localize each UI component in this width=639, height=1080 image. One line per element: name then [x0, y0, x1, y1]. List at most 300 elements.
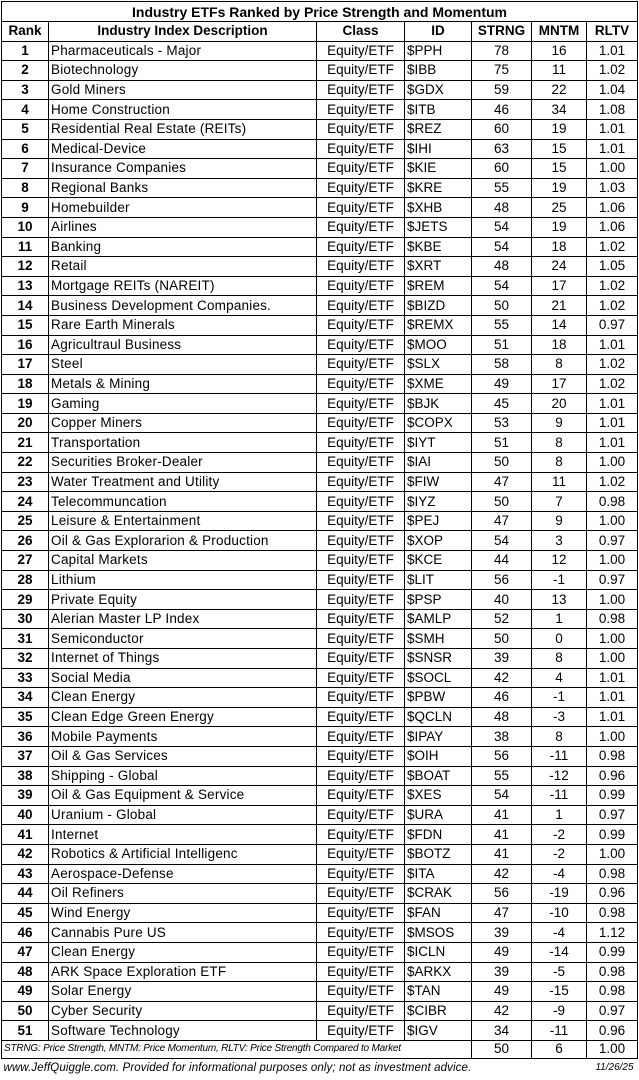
strng-cell: 58 [472, 355, 532, 375]
rank-cell: 20 [2, 413, 49, 433]
description-cell: Uranium - Global [49, 805, 317, 825]
rltv-cell: 1.01 [587, 394, 638, 414]
mntm-cell: 17 [532, 374, 587, 394]
description-cell: Solar Energy [49, 982, 317, 1002]
rank-cell: 29 [2, 590, 49, 610]
mntm-cell: -9 [532, 1001, 587, 1021]
credit-row [2, 1058, 638, 1077]
strng-cell: 50 [472, 453, 532, 473]
description-cell: Rare Earth Minerals [49, 315, 317, 335]
footer-row [2, 1040, 638, 1058]
rank-cell: 30 [2, 609, 49, 629]
mntm-cell: 14 [532, 315, 587, 335]
rank-cell: 2 [2, 61, 49, 81]
class-cell: Equity/ETF [317, 355, 405, 375]
description-cell: Transportation [49, 433, 317, 453]
table-row [2, 315, 638, 335]
mntm-cell: 1 [532, 609, 587, 629]
strng-cell: 48 [472, 257, 532, 277]
rank-cell: 22 [2, 453, 49, 473]
table-row [2, 413, 638, 433]
strng-cell: 42 [472, 1001, 532, 1021]
strng-cell: 56 [472, 746, 532, 766]
rltv-cell: 1.00 [587, 551, 638, 571]
description-cell: Telecommuncation [49, 492, 317, 512]
rltv-cell: 1.00 [587, 159, 638, 179]
class-cell: Equity/ETF [317, 707, 405, 727]
class-cell: Equity/ETF [317, 962, 405, 982]
strng-cell: 34 [472, 1021, 532, 1041]
class-cell: Equity/ETF [317, 335, 405, 355]
class-cell: Equity/ETF [317, 61, 405, 81]
rank-cell: 19 [2, 394, 49, 414]
rank-cell: 5 [2, 119, 49, 139]
description-cell: Business Development Companies. [49, 296, 317, 316]
rltv-cell: 0.97 [587, 805, 638, 825]
rank-cell: 37 [2, 746, 49, 766]
strng-cell: 55 [472, 766, 532, 786]
description-cell: Mortgage REITs (NAREIT) [49, 276, 317, 296]
description-cell: Retail [49, 257, 317, 277]
mntm-cell: 22 [532, 80, 587, 100]
id-cell: $PPH [405, 41, 472, 61]
class-cell: Equity/ETF [317, 257, 405, 277]
mntm-cell: 1 [532, 805, 587, 825]
rltv-cell: 0.98 [587, 982, 638, 1002]
table-row [2, 433, 638, 453]
class-cell: Equity/ETF [317, 217, 405, 237]
strng-cell: 53 [472, 413, 532, 433]
id-cell: $OIH [405, 746, 472, 766]
id-cell: $IYT [405, 433, 472, 453]
mntm-cell: -1 [532, 688, 587, 708]
rank-cell: 33 [2, 668, 49, 688]
rank-cell: 10 [2, 217, 49, 237]
description-cell: Semiconductor [49, 629, 317, 649]
table-row [2, 786, 638, 806]
rltv-cell: 1.01 [587, 413, 638, 433]
table-row [2, 727, 638, 747]
rltv-cell: 0.97 [587, 1001, 638, 1021]
rltv-cell: 0.97 [587, 315, 638, 335]
table-row [2, 942, 638, 962]
strng-cell: 42 [472, 668, 532, 688]
table-row [2, 864, 638, 884]
rltv-cell: 1.00 [587, 511, 638, 531]
id-cell: $IAI [405, 453, 472, 473]
rltv-cell: 1.04 [587, 80, 638, 100]
mntm-cell: 19 [532, 119, 587, 139]
class-cell: Equity/ETF [317, 80, 405, 100]
strng-cell: 59 [472, 80, 532, 100]
class-cell: Equity/ETF [317, 609, 405, 629]
rank-cell: 7 [2, 159, 49, 179]
rank-cell: 15 [2, 315, 49, 335]
class-cell: Equity/ETF [317, 884, 405, 904]
table-row [2, 688, 638, 708]
table-row [2, 355, 638, 375]
rltv-cell: 1.02 [587, 237, 638, 257]
id-cell: $IGV [405, 1021, 472, 1041]
strng-cell: 55 [472, 315, 532, 335]
class-cell: Equity/ETF [317, 276, 405, 296]
table-row [2, 1001, 638, 1021]
rank-cell: 17 [2, 355, 49, 375]
id-cell: $BIZD [405, 296, 472, 316]
header-mntm: MNTM [532, 22, 587, 42]
description-cell: Gold Miners [49, 80, 317, 100]
class-cell: Equity/ETF [317, 649, 405, 669]
description-cell: Banking [49, 237, 317, 257]
id-cell: $PSP [405, 590, 472, 610]
table-row [2, 805, 638, 825]
rltv-cell: 0.98 [587, 962, 638, 982]
strng-cell: 75 [472, 61, 532, 81]
table-row [2, 903, 638, 923]
mntm-cell: 8 [532, 649, 587, 669]
strng-cell: 47 [472, 511, 532, 531]
description-cell: ARK Space Exploration ETF [49, 962, 317, 982]
mntm-cell: 9 [532, 413, 587, 433]
class-cell: Equity/ETF [317, 629, 405, 649]
header-class: Class [317, 22, 405, 42]
rank-cell: 23 [2, 472, 49, 492]
description-cell: Clean Energy [49, 942, 317, 962]
rank-cell: 9 [2, 198, 49, 218]
id-cell: $CIBR [405, 1001, 472, 1021]
rltv-cell: 1.00 [587, 629, 638, 649]
description-cell: Internet of Things [49, 649, 317, 669]
strng-cell: 54 [472, 531, 532, 551]
strng-cell: 47 [472, 472, 532, 492]
description-cell: Oil & Gas Explorarion & Production [49, 531, 317, 551]
description-cell: Clean Edge Green Energy [49, 707, 317, 727]
table-row [2, 668, 638, 688]
class-cell: Equity/ETF [317, 590, 405, 610]
class-cell: Equity/ETF [317, 668, 405, 688]
rltv-cell: 1.02 [587, 355, 638, 375]
rltv-cell: 0.99 [587, 942, 638, 962]
rank-cell: 36 [2, 727, 49, 747]
rank-cell: 40 [2, 805, 49, 825]
description-cell: Securities Broker-Dealer [49, 453, 317, 473]
id-cell: $IYZ [405, 492, 472, 512]
class-cell: Equity/ETF [317, 844, 405, 864]
class-cell: Equity/ETF [317, 942, 405, 962]
id-cell: $FDN [405, 825, 472, 845]
strng-cell: 44 [472, 551, 532, 571]
rank-cell: 32 [2, 649, 49, 669]
mntm-cell: 17 [532, 276, 587, 296]
table-row [2, 237, 638, 257]
table-row [2, 100, 638, 120]
strng-cell: 56 [472, 570, 532, 590]
id-cell: $GDX [405, 80, 472, 100]
class-cell: Equity/ETF [317, 1021, 405, 1041]
mntm-cell: 25 [532, 198, 587, 218]
strng-cell: 50 [472, 296, 532, 316]
rltv-cell: 0.96 [587, 1021, 638, 1041]
mntm-cell: 24 [532, 257, 587, 277]
class-cell: Equity/ETF [317, 433, 405, 453]
table-row [2, 41, 638, 61]
id-cell: $IPAY [405, 727, 472, 747]
etf-ranking-sheet [1, 1, 637, 1077]
description-cell: Private Equity [49, 590, 317, 610]
strng-cell: 52 [472, 609, 532, 629]
table-row [2, 1021, 638, 1041]
rltv-cell: 1.01 [587, 139, 638, 159]
mntm-cell: 13 [532, 590, 587, 610]
rank-cell: 6 [2, 139, 49, 159]
table-row [2, 884, 638, 904]
class-cell: Equity/ETF [317, 198, 405, 218]
mntm-cell: 8 [532, 453, 587, 473]
id-cell: $ARKX [405, 962, 472, 982]
table-row [2, 159, 638, 179]
mntm-cell: 11 [532, 472, 587, 492]
id-cell: $BOAT [405, 766, 472, 786]
strng-cell: 54 [472, 217, 532, 237]
description-cell: Wind Energy [49, 903, 317, 923]
id-cell: $IBB [405, 61, 472, 81]
description-cell: Gaming [49, 394, 317, 414]
class-cell: Equity/ETF [317, 119, 405, 139]
id-cell: $BJK [405, 394, 472, 414]
mntm-cell: 19 [532, 217, 587, 237]
id-cell: $KCE [405, 551, 472, 571]
class-cell: Equity/ETF [317, 296, 405, 316]
strng-cell: 41 [472, 844, 532, 864]
rank-cell: 18 [2, 374, 49, 394]
id-cell: $XME [405, 374, 472, 394]
id-cell: $SNSR [405, 649, 472, 669]
mntm-cell: 7 [532, 492, 587, 512]
rltv-cell: 0.97 [587, 531, 638, 551]
strng-cell: 45 [472, 394, 532, 414]
strng-cell: 50 [472, 629, 532, 649]
id-cell: $KBE [405, 237, 472, 257]
mntm-cell: -4 [532, 864, 587, 884]
header-strng: STRNG [472, 22, 532, 42]
rltv-cell: 1.02 [587, 61, 638, 81]
mntm-cell: 21 [532, 296, 587, 316]
description-cell: Airlines [49, 217, 317, 237]
class-cell: Equity/ETF [317, 688, 405, 708]
rank-cell: 35 [2, 707, 49, 727]
description-cell: Biotechnology [49, 61, 317, 81]
description-cell: Medical-Device [49, 139, 317, 159]
mntm-cell: -14 [532, 942, 587, 962]
table-row [2, 139, 638, 159]
id-cell: $ICLN [405, 942, 472, 962]
mntm-cell: 8 [532, 433, 587, 453]
rltv-cell: 0.98 [587, 746, 638, 766]
table-row [2, 217, 638, 237]
class-cell: Equity/ETF [317, 237, 405, 257]
id-cell: $LIT [405, 570, 472, 590]
rank-cell: 8 [2, 178, 49, 198]
strng-cell: 39 [472, 962, 532, 982]
id-cell: $FAN [405, 903, 472, 923]
description-cell: Clean Energy [49, 688, 317, 708]
description-cell: Software Technology [49, 1021, 317, 1041]
strng-cell: 56 [472, 884, 532, 904]
title-row [2, 2, 638, 22]
id-cell: $AMLP [405, 609, 472, 629]
description-cell: Cyber Security [49, 1001, 317, 1021]
class-cell: Equity/ETF [317, 472, 405, 492]
rank-cell: 24 [2, 492, 49, 512]
strng-cell: 48 [472, 198, 532, 218]
table-row [2, 80, 638, 100]
description-cell: Steel [49, 355, 317, 375]
class-cell: Equity/ETF [317, 511, 405, 531]
strng-cell: 42 [472, 864, 532, 884]
rank-cell: 47 [2, 942, 49, 962]
rltv-cell: 1.08 [587, 100, 638, 120]
rltv-total: 1.00 [587, 1040, 638, 1058]
mntm-cell: -11 [532, 786, 587, 806]
strng-total: 50 [472, 1040, 532, 1058]
mntm-cell: 34 [532, 100, 587, 120]
header-rank: Rank [2, 22, 49, 42]
table-row [2, 257, 638, 277]
rltv-cell: 0.96 [587, 884, 638, 904]
strng-cell: 47 [472, 903, 532, 923]
table-row [2, 178, 638, 198]
id-cell: $CRAK [405, 884, 472, 904]
rltv-cell: 0.98 [587, 864, 638, 884]
mntm-cell: -1 [532, 570, 587, 590]
strng-cell: 48 [472, 707, 532, 727]
id-cell: $XHB [405, 198, 472, 218]
mntm-cell: -4 [532, 923, 587, 943]
rank-cell: 41 [2, 825, 49, 845]
mntm-cell: -10 [532, 903, 587, 923]
description-cell: Regional Banks [49, 178, 317, 198]
table-row [2, 766, 638, 786]
class-cell: Equity/ETF [317, 531, 405, 551]
id-cell: $IHI [405, 139, 472, 159]
class-cell: Equity/ETF [317, 41, 405, 61]
id-cell: $KRE [405, 178, 472, 198]
rltv-cell: 1.00 [587, 727, 638, 747]
rltv-cell: 1.02 [587, 276, 638, 296]
report-date: 11/26/25 [595, 1061, 634, 1073]
description-cell: Residential Real Estate (REITs) [49, 119, 317, 139]
strng-cell: 55 [472, 178, 532, 198]
table-row [2, 198, 638, 218]
table-row [2, 649, 638, 669]
id-cell: $REMX [405, 315, 472, 335]
rltv-cell: 1.01 [587, 668, 638, 688]
description-cell: Internet [49, 825, 317, 845]
strng-cell: 49 [472, 374, 532, 394]
mntm-total: 6 [532, 1040, 587, 1058]
description-cell: Lithium [49, 570, 317, 590]
id-cell: $JETS [405, 217, 472, 237]
table-row [2, 511, 638, 531]
header-description: Industry Index Description [49, 22, 317, 42]
class-cell: Equity/ETF [317, 903, 405, 923]
class-cell: Equity/ETF [317, 178, 405, 198]
rltv-cell: 1.01 [587, 688, 638, 708]
strng-cell: 54 [472, 276, 532, 296]
class-cell: Equity/ETF [317, 374, 405, 394]
rank-cell: 26 [2, 531, 49, 551]
rank-cell: 34 [2, 688, 49, 708]
id-cell: $XRT [405, 257, 472, 277]
description-cell: Homebuilder [49, 198, 317, 218]
id-cell: $XOP [405, 531, 472, 551]
class-cell: Equity/ETF [317, 453, 405, 473]
header-id: ID [405, 22, 472, 42]
class-cell: Equity/ETF [317, 864, 405, 884]
description-cell: Metals & Mining [49, 374, 317, 394]
strng-cell: 54 [472, 786, 532, 806]
strng-cell: 39 [472, 923, 532, 943]
strng-cell: 60 [472, 119, 532, 139]
mntm-cell: 20 [532, 394, 587, 414]
description-cell: Water Treatment and Utility [49, 472, 317, 492]
id-cell: $MOO [405, 335, 472, 355]
credit-text: www.JeffQuiggle.com. Provided for informational purposes only; not as investment advice. [3, 1061, 472, 1074]
table-row [2, 61, 638, 81]
description-cell: Cannabis Pure US [49, 923, 317, 943]
strng-cell: 50 [472, 492, 532, 512]
rltv-cell: 1.02 [587, 374, 638, 394]
rank-cell: 49 [2, 982, 49, 1002]
id-cell: $URA [405, 805, 472, 825]
rank-cell: 16 [2, 335, 49, 355]
rank-cell: 11 [2, 237, 49, 257]
class-cell: Equity/ETF [317, 551, 405, 571]
rank-cell: 45 [2, 903, 49, 923]
strng-cell: 60 [472, 159, 532, 179]
mntm-cell: 9 [532, 511, 587, 531]
description-cell: Mobile Payments [49, 727, 317, 747]
id-cell: $KIE [405, 159, 472, 179]
id-cell: $SMH [405, 629, 472, 649]
table-row [2, 531, 638, 551]
rltv-cell: 0.99 [587, 786, 638, 806]
table-row [2, 492, 638, 512]
rank-cell: 31 [2, 629, 49, 649]
rltv-cell: 1.01 [587, 41, 638, 61]
mntm-cell: 15 [532, 159, 587, 179]
rank-cell: 38 [2, 766, 49, 786]
mntm-cell: 16 [532, 41, 587, 61]
strng-cell: 46 [472, 688, 532, 708]
rltv-cell: 0.98 [587, 492, 638, 512]
class-cell: Equity/ETF [317, 492, 405, 512]
table-row [2, 119, 638, 139]
table-row [2, 276, 638, 296]
mntm-cell: -5 [532, 962, 587, 982]
rank-cell: 48 [2, 962, 49, 982]
strng-cell: 54 [472, 237, 532, 257]
table-row [2, 962, 638, 982]
id-cell: $ITB [405, 100, 472, 120]
etf-ranking-table [1, 1, 638, 1077]
id-cell: $SOCL [405, 668, 472, 688]
table-row [2, 982, 638, 1002]
class-cell: Equity/ETF [317, 1001, 405, 1021]
rltv-cell: 1.00 [587, 844, 638, 864]
id-cell: $MSOS [405, 923, 472, 943]
table-row [2, 296, 638, 316]
